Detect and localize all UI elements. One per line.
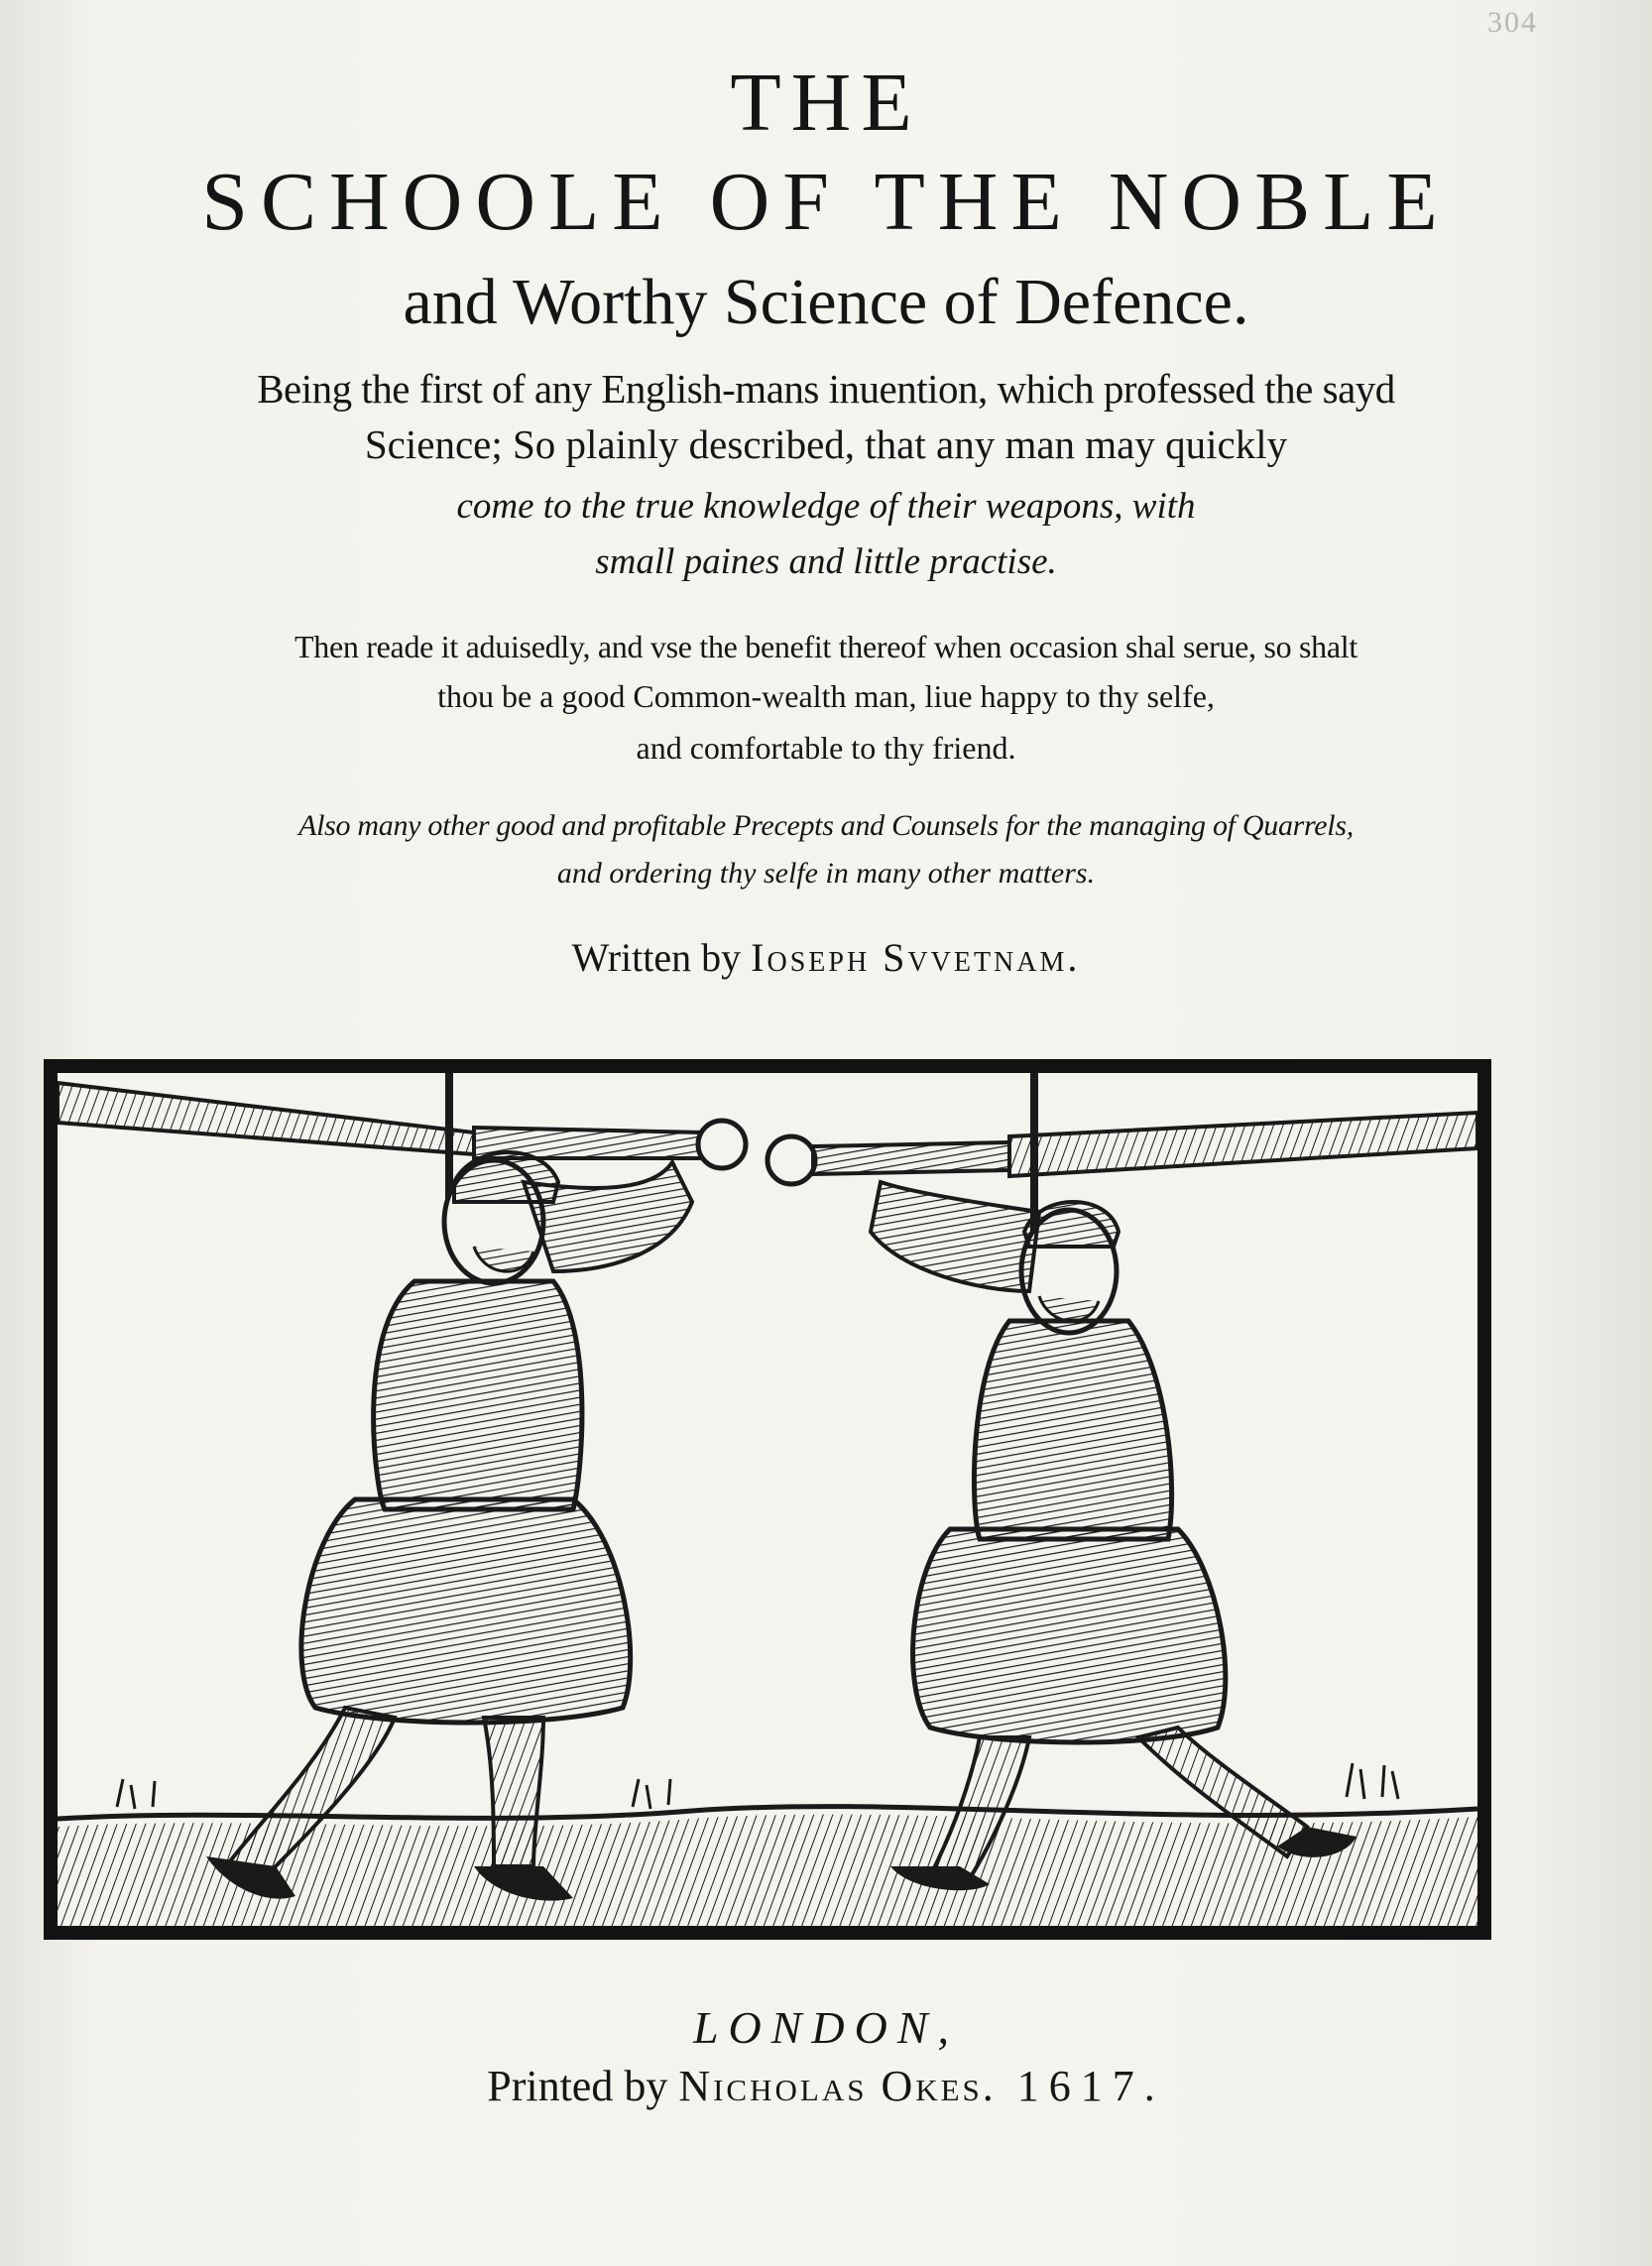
woodcut-two-swordsmen-icon [58,1073,1477,1926]
imprint-prefix: Printed by [487,2062,679,2110]
title-line-3: and Worthy Science of Defence. [403,266,1249,338]
author-name: Ioseph Svvetnam. [751,935,1081,980]
author-line [0,935,1652,980]
subtitle-line-3: come to the true knowledge of their weapons, with [456,486,1196,527]
imprint-line [0,2062,1652,2110]
woodcut-illustration [44,1059,1491,1940]
title-line-2: SCHOOLE OF THE NOBLE [201,156,1451,248]
advice-line-2: thou be a good Common-wealth man, liue happy to thy selfe, [437,678,1215,714]
title-line-1: THE [730,57,922,149]
subtitle-line-4: small paines and little practise. [595,541,1057,582]
author-prefix: Written by [571,935,752,980]
subtitle-line-1: Being the first of any English-mans inuention, which professed the sayd [257,366,1395,412]
imprint-year: 1617. [996,2062,1165,2110]
page-number: 304 [1487,6,1538,39]
imprint-printer: Nicholas Okes. [678,2062,997,2110]
also-line-2: and ordering thy selfe in many other matters. [556,857,1096,890]
advice-line-3: and comfortable to thy friend. [636,730,1016,766]
subtitle-line-2: Science; So plainly described, that any man may quickly [364,421,1288,467]
imprint-place: LONDON, [692,2002,960,2053]
advice-line-1: Then reade it aduisedly, and vse the benefit thereof when occasion shal serue, so shalt [295,629,1357,664]
also-line-1: Also many other good and profitable Precepts and Counsels for the managing of Quarrels, [298,809,1354,842]
